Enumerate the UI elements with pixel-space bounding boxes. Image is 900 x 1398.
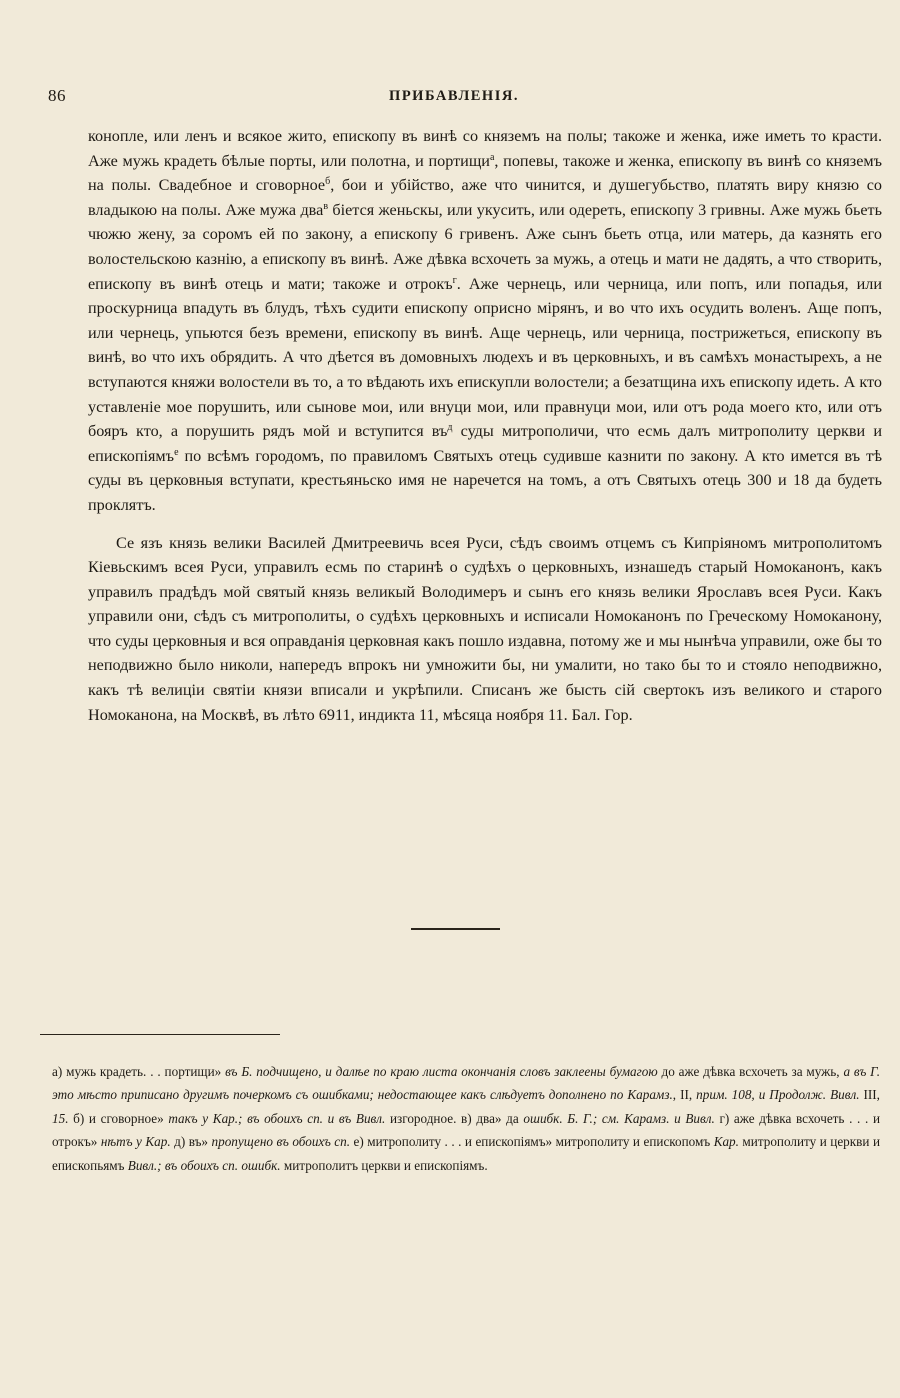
page-number: 86 bbox=[48, 86, 66, 105]
footnote-mark-a: a bbox=[489, 151, 495, 163]
footnote-italic-run: Вивл.; въ обоихъ сп. ошибк. bbox=[127, 1157, 281, 1173]
footnote-italic-run: Кар. bbox=[713, 1134, 739, 1150]
footnote-run: г) аже дѣвка всхочеть . . . и отрокъ» bbox=[52, 1110, 881, 1150]
text-run: . Аже чернець, или черница, или попъ, или попадья, или проскурница впадуть въ блудъ, тѣхъ судити епископу оприсно мірянъ, и во что ихъ осудить воленъ. Аще попъ, или чернець, упьются безъ времени, епископу въ винѣ. Аще чернець, или черница, пострижеться, епископу въ винѣ, во что ихъ обрядить. А что дѣется въ домовныхъ людехъ и въ церковныхъ, и въ самѣхъ монастырехъ, а не вступаются княжи волостели въ то, а то вѣдають ихъ епискупли волостели; а безатщина ихъ епископу идеть. А кто уставленіе мое порушить, или сынове мои, или внуци мои, или правнуци мои, или отъ рода моего кто, или отъ бояръ кто, а порушить рядъ мой и вступится въ bbox=[88, 274, 882, 441]
footnote-run: , II, bbox=[672, 1087, 697, 1103]
footnote-mark-g: г bbox=[452, 274, 457, 286]
footnote-run: митрополиту и церкви и епископьямъ bbox=[52, 1134, 881, 1173]
text-run: по всѣмъ городомъ, по правиломъ Святыхъ отець судивше казнити по закону. А кто имется въ тѣ суды въ церковныя вступати, крестьяньско имя не наречется на томъ, а отъ Святыхъ отець 300 и 18 да будеть проклятъ. bbox=[88, 446, 882, 514]
footnote-run: б) и сговорное» bbox=[68, 1110, 169, 1126]
footnote-run: митрополитъ церкви и епископіямъ. bbox=[280, 1157, 488, 1173]
footnote-run: изгородное. в) два» да bbox=[385, 1110, 524, 1126]
footnote-paragraph bbox=[52, 1060, 880, 1177]
footnote-run: д) въ» bbox=[170, 1134, 212, 1150]
text-run: суды митрополичи, что есмь далъ митрополиту церкви и епископіямъ bbox=[88, 422, 882, 465]
running-title: ПРИБАВЛЕНІЯ. bbox=[389, 88, 519, 104]
paragraph-2: Се язъ князь велики Василей Дмитреевичь всея Руси, сѣдъ своимъ отцемъ съ Кипріяномъ митрополитомъ Кіевьскимъ всея Руси, управилъ есмь по старинѣ о судѣхъ о церковныхъ, изнашедъ старый Номоканонъ, какъ управилъ прадѣдъ мой святый князь великый Володимеръ и сынъ его князь велики Ярославъ всея Руси. Какъ управили они, сѣдъ съ митрополиты, о судѣхъ церковныхъ и исписали Номоканонъ по Греческому Номоканону, что суды церковныя и вся оправданія церковная какъ пошло издавна, потому же и мы нынѣча управили, оже бы то неподвижно было николи, напередъ впрокъ ни умножити бы, ни умалити, но тако бы то и стояло неподвижно, какъ тѣ велиціи святіи князи вписали и укрѣпили. Списанъ же бысть сій свертокъ изъ великого и старого Номоканона, на Москвѣ, въ лѣто 6911, индикта 11, мѣсяца ноября 11. Бал. Гор. bbox=[88, 533, 882, 724]
footnote-mark-b: б bbox=[325, 176, 331, 188]
footnote-mark-e: е bbox=[174, 446, 179, 458]
text-run: біется женьскы, или укусить, или одереть, епископу 3 гривны. Аже мужь бьеть чюжю жену, за соромъ ей по закону, а епископу 6 гривенъ. Аже сынъ бьеть отца, или матерь, да казнять его волостельскою казнію, а епископу въ винѣ. Аже дѣвка всхочеть за мужь, а отець и мати не дадять, а что створить, епископу въ винѣ отець и мати; такоже и отрокъ bbox=[88, 200, 883, 293]
footnote-italic-run: ошибк. Б. Г.; см. Карамз. и Вивл. bbox=[523, 1110, 715, 1126]
footnote-run: III, bbox=[859, 1087, 880, 1103]
footnote-mark-d: д bbox=[447, 422, 453, 434]
paragraph-1 bbox=[88, 124, 882, 518]
footnote-italic-run: а въ Г. это мѣсто приписано другимъ почеркомъ съ ошибками; недостающее какъ слѣдуетъ дополнено по Карамз. bbox=[52, 1064, 880, 1103]
section-divider bbox=[411, 928, 500, 930]
footnote-italic-run: 15. bbox=[52, 1110, 69, 1126]
footnote-run: до аже дѣвка всхочеть за мужь, bbox=[657, 1064, 844, 1079]
footnote-italic-run: такъ у Кар.; въ обоихъ сп. и въ Вивл. bbox=[168, 1110, 386, 1126]
footnote-italic-run: прим. 108, и Продолж. Вивл. bbox=[696, 1087, 860, 1103]
footnote-run: a) мужь крадеть. . . портищи» bbox=[52, 1064, 226, 1079]
main-text bbox=[88, 124, 882, 727]
footnote-divider bbox=[40, 1034, 280, 1035]
page-header bbox=[48, 86, 860, 112]
text-run: конопле, или ленъ и всякое жито, епископу въ винѣ со княземъ на полы; такоже и женка, иже иметь то красти. Аже мужь крадеть бѣлые порты, или полотна, и портищи bbox=[88, 127, 882, 170]
text-run: , попевы, такоже и женка, епископу въ винѣ со княземъ на полы. Свадебное и сговорное bbox=[88, 151, 882, 195]
footnote-italic-run: въ Б. подчищено, и далѣе по краю листа окончанія словъ заклеены бумагою bbox=[225, 1064, 658, 1079]
footnote-run: е) митрополиту . . . и епископіямъ» митрополиту и епископомъ bbox=[350, 1134, 714, 1150]
text-run: , бои и убійство, аже что чинится, и душегубьство, платять виру князю со владыкою на полы. Аже мужа два bbox=[88, 176, 882, 219]
footnotes bbox=[52, 1060, 880, 1177]
footnote-mark-v: в bbox=[323, 200, 329, 212]
footnote-italic-run: нѣтъ у Кар. bbox=[100, 1134, 171, 1150]
footnote-italic-run: пропущено въ обоихъ сп. bbox=[211, 1134, 351, 1150]
